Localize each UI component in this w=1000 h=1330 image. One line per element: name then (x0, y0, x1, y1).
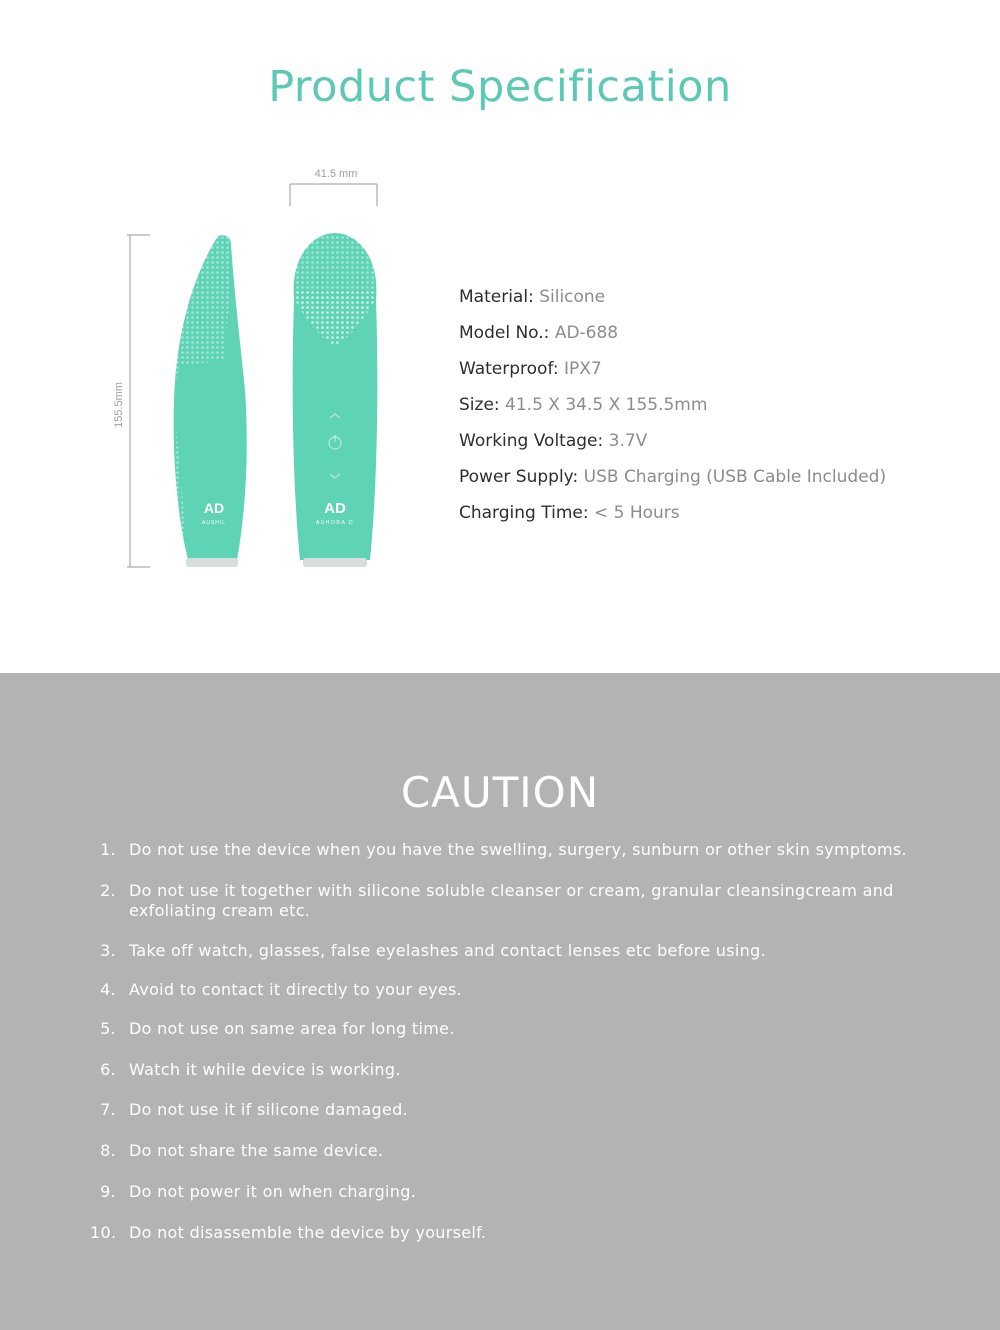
caution-text: Avoid to contact it directly to your eyes. (129, 980, 462, 999)
caution-item (90, 980, 930, 1000)
caution-number: 4. (100, 980, 116, 999)
spec-value: USB Charging (USB Cable Included) (583, 467, 887, 487)
spec-list (459, 283, 886, 535)
height-label: 155.5mm (113, 382, 125, 428)
caution-item (90, 1100, 930, 1120)
spec-item-voltage (459, 427, 886, 463)
spec-value: 3.7V (608, 431, 648, 451)
spec-label: Working Voltage: (459, 431, 604, 451)
spec-label: Size: (459, 395, 500, 415)
spec-value: IPX7 (563, 359, 602, 379)
spec-item-waterproof (459, 355, 886, 391)
spec-label: Waterproof: (459, 359, 559, 379)
caution-item (90, 1019, 930, 1039)
spec-label: Model No.: (459, 323, 550, 343)
logo-mark-side: AD (203, 500, 225, 516)
caution-text: Do not power it on when charging. (129, 1182, 417, 1201)
caution-number: 1. (100, 840, 116, 859)
caution-item (90, 881, 930, 921)
caution-text: Do not use on same area for long time. (129, 1019, 455, 1038)
caution-number: 2. (100, 881, 116, 900)
caution-number: 7. (100, 1100, 116, 1119)
caution-item (90, 1060, 930, 1080)
width-dimension (290, 168, 377, 206)
spec-item-model (459, 319, 886, 355)
caution-item (90, 1223, 930, 1243)
caution-number: 9. (100, 1182, 116, 1201)
logo-mark-front: AD (324, 500, 346, 517)
caution-text: Take off watch, glasses, false eyelashes and contact lenses etc before using. (129, 941, 766, 960)
caution-number: 6. (100, 1060, 116, 1079)
brand-text-side: AUSHIL (201, 520, 227, 526)
caution-text: Do not use it if silicone damaged. (129, 1100, 408, 1119)
spec-value: Silicone (539, 287, 606, 307)
height-dimension (113, 235, 150, 567)
spec-item-charging (459, 499, 886, 535)
caution-text: Do not disassemble the device by yourself. (129, 1223, 487, 1242)
caution-number: 10. (90, 1223, 117, 1242)
width-label: 41.5 mm (314, 168, 358, 180)
spec-value: AD-688 (554, 323, 619, 343)
cleansing-brush-illustration (100, 160, 400, 580)
spec-item-material (459, 283, 886, 319)
spec-label: Power Supply: (459, 467, 579, 487)
caution-number: 8. (100, 1141, 116, 1160)
caution-item (90, 941, 930, 961)
spec-value: < 5 Hours (593, 503, 680, 523)
caution-number: 3. (100, 941, 116, 960)
product-figure (100, 160, 400, 580)
caution-item (90, 840, 930, 860)
spec-value: 41.5 X 34.5 X 155.5mm (505, 395, 708, 415)
spec-title: Product Specification (268, 62, 732, 112)
brand-text-front: AUHORA D (315, 520, 355, 526)
caution-title: CAUTION (400, 768, 600, 817)
spec-label: Material: (459, 287, 534, 307)
caution-item (90, 1182, 930, 1202)
caution-text: Do not share the same device. (129, 1141, 384, 1160)
caution-number: 5. (100, 1019, 116, 1038)
caution-text: Watch it while device is working. (129, 1060, 401, 1079)
caution-section (0, 673, 1000, 1330)
spec-item-size (459, 391, 886, 427)
caution-item (90, 1141, 930, 1161)
spec-item-power (459, 463, 886, 499)
side-view-device (174, 235, 247, 567)
front-view-device (290, 233, 380, 567)
caution-text: Do not use the device when you have the swelling, surgery, sunburn or other skin symptoms. (129, 840, 907, 859)
spec-label: Charging Time: (459, 503, 589, 523)
caution-text: Do not use it together with silicone soluble cleanser or cream, granular cleansingcream and exfoliating cream etc. (129, 881, 894, 920)
